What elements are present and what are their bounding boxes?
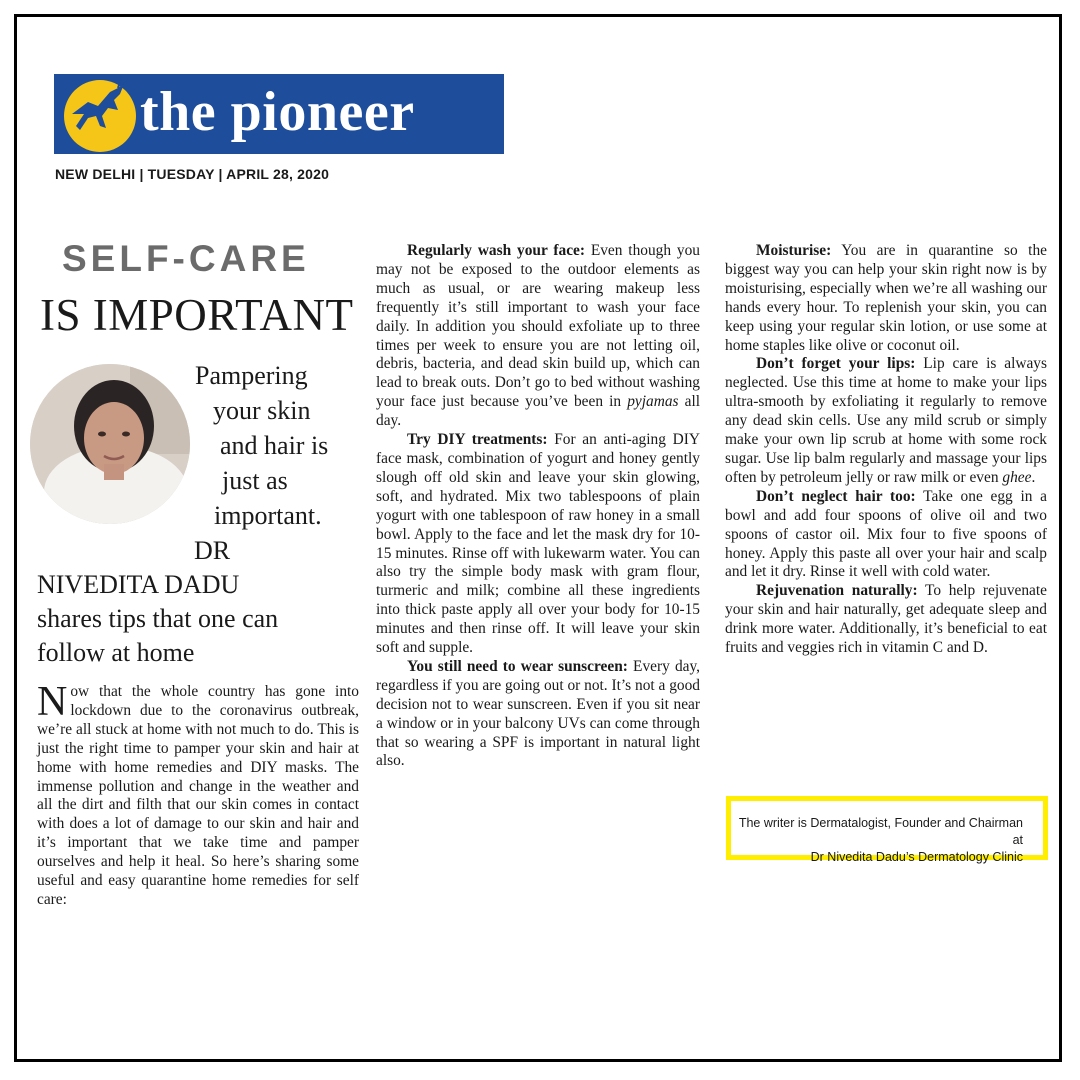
tip-paragraph: You still need to wear sunscreen: Every day, regardless if you are going out or not. It’s not a good decision not to wear sunscreen. Even if you sit near a window or in your balcony UVs can come through that so wearing a SPF is important in natural light also. xyxy=(376,657,701,770)
headline-title: IS IMPORTANT xyxy=(40,290,354,340)
dateline: NEW DELHI | TUESDAY | APRIL 28, 2020 xyxy=(55,166,330,182)
deck-line: follow at home xyxy=(37,638,195,667)
deck-line: just as xyxy=(222,466,288,495)
deck-line: and hair is xyxy=(220,431,329,460)
tip-paragraph: Don’t forget your lips: Lip care is always neglected. Use this time at home to make your lips ultra-smooth by exfoliating it regularly to remove any dead skin cells. Use any mild scrub or simply make your own lip scrub at home with some rock sugar. Use lip balm regularly and massage your lips often by petroleum jelly or raw milk or even ghee. xyxy=(725,355,1047,486)
masthead xyxy=(54,74,504,154)
tip-paragraph: Don’t neglect hair too: Take one egg in a bowl and add four spoons of olive oil and two spoons of castor oil. Mix four to five spoons of honey. Apply this paste all over your hair and scalp and let it dry. Rinse it well with cold water. xyxy=(725,487,1047,581)
deck-line: DR xyxy=(194,536,231,565)
deck-line: shares tips that one can xyxy=(37,604,279,633)
newspaper-name: the pioneer xyxy=(140,81,415,143)
tip-title: Regularly wash your face: xyxy=(407,242,585,259)
tip-italic: pyjamas xyxy=(627,393,679,411)
intro-text: ow that the whole country has gone into lockdown due to the coronavirus outbreak, we’re all stuck at home with not much to do. This is just the right time to pamper your skin and hair at home with home remedies and DIY masks. The immense pollution and change in the weather and all the dirt and filth that our skin comes in contact with does a lot of damage to our skin and hair and it’s important that we take time and pamper ourselves and help it heal. So here’s sharing some useful and easy quarantine home remedies for self care: xyxy=(37,683,359,908)
tip-paragraph: Moisturise: You are in quarantine so the biggest way you can help your skin right now is by moisturising, especially when we’re all washing our hands every hour. To replenish your skin, you can keep using your regular skin lotion, or use some at home staples like olive or coconut oil. xyxy=(725,242,1047,354)
writer-credit-line: The writer is Dermatalogist, Founder and Chairman at xyxy=(738,816,1023,847)
drop-cap: N xyxy=(37,679,68,725)
intro-column xyxy=(37,679,359,910)
headline-kicker: SELF-CARE xyxy=(62,238,310,279)
tip-title: You still need to wear sunscreen: xyxy=(407,657,628,675)
tip-title: Don’t neglect hair too: xyxy=(756,487,916,505)
deck-line: important. xyxy=(214,501,322,530)
writer-credit-line: Dr Nivedita Dadu’s Dermatology Clinic xyxy=(810,850,1023,864)
leaping-deer-sun-logo xyxy=(58,70,142,154)
deck-line: NIVEDITA DADU xyxy=(37,570,240,599)
tip-italic: ghee xyxy=(1002,468,1032,486)
tip-title: Try DIY treatments: xyxy=(407,431,548,449)
author-photo xyxy=(30,364,190,524)
tips-column-2 xyxy=(376,242,700,771)
tip-title: Don’t forget your lips: xyxy=(756,355,916,373)
intro-paragraph xyxy=(37,679,359,910)
deck-line: your skin xyxy=(213,396,311,425)
writer-credit-box xyxy=(726,796,1048,864)
tip-paragraph: Regularly wash your face: Even though you may not be exposed to the outdoor elements as much as usual, or are wearing makeup less frequently it’s still important to wash your face daily. In addition you should exfoliate up to three times per week to ensure you are not letting oil, debris, bacteria, and dead skin build up, which can lead to break outs. Don’t go to bed without washing your face just because you’ve been in pyjamas all day. xyxy=(376,242,700,430)
tips-column-3 xyxy=(725,242,1047,658)
tip-paragraph: Try DIY treatments: For an anti-aging DIY face mask, combination of yogurt and honey gently slough off old skin and leave your skin glowing, soft, and hydrated. Mix two tablespoons of plain yogurt with one tablespoon of raw honey in a small bowl. Apply to the face and let the mask dry for 10-15 minutes. Rinse off with lukewarm water. You can also try the simple body mask with gram flour, turmeric and milk; combine all these ingredients into thick paste apply all over your body for 10-15 minutes and then rinse off. It will leave your skin soft and supple. xyxy=(376,431,700,657)
deck-line: Pampering xyxy=(195,361,308,390)
tip-paragraph: Rejuvenation naturally: To help rejuvenate your skin and hair naturally, get adequate sleep and drink more water. Additionally, it’s beneficial to eat fruits and veggies rich in vitamin C and D. xyxy=(725,582,1048,657)
tip-title: Moisturise: xyxy=(756,242,832,259)
tip-title: Rejuvenation naturally: xyxy=(756,582,918,600)
